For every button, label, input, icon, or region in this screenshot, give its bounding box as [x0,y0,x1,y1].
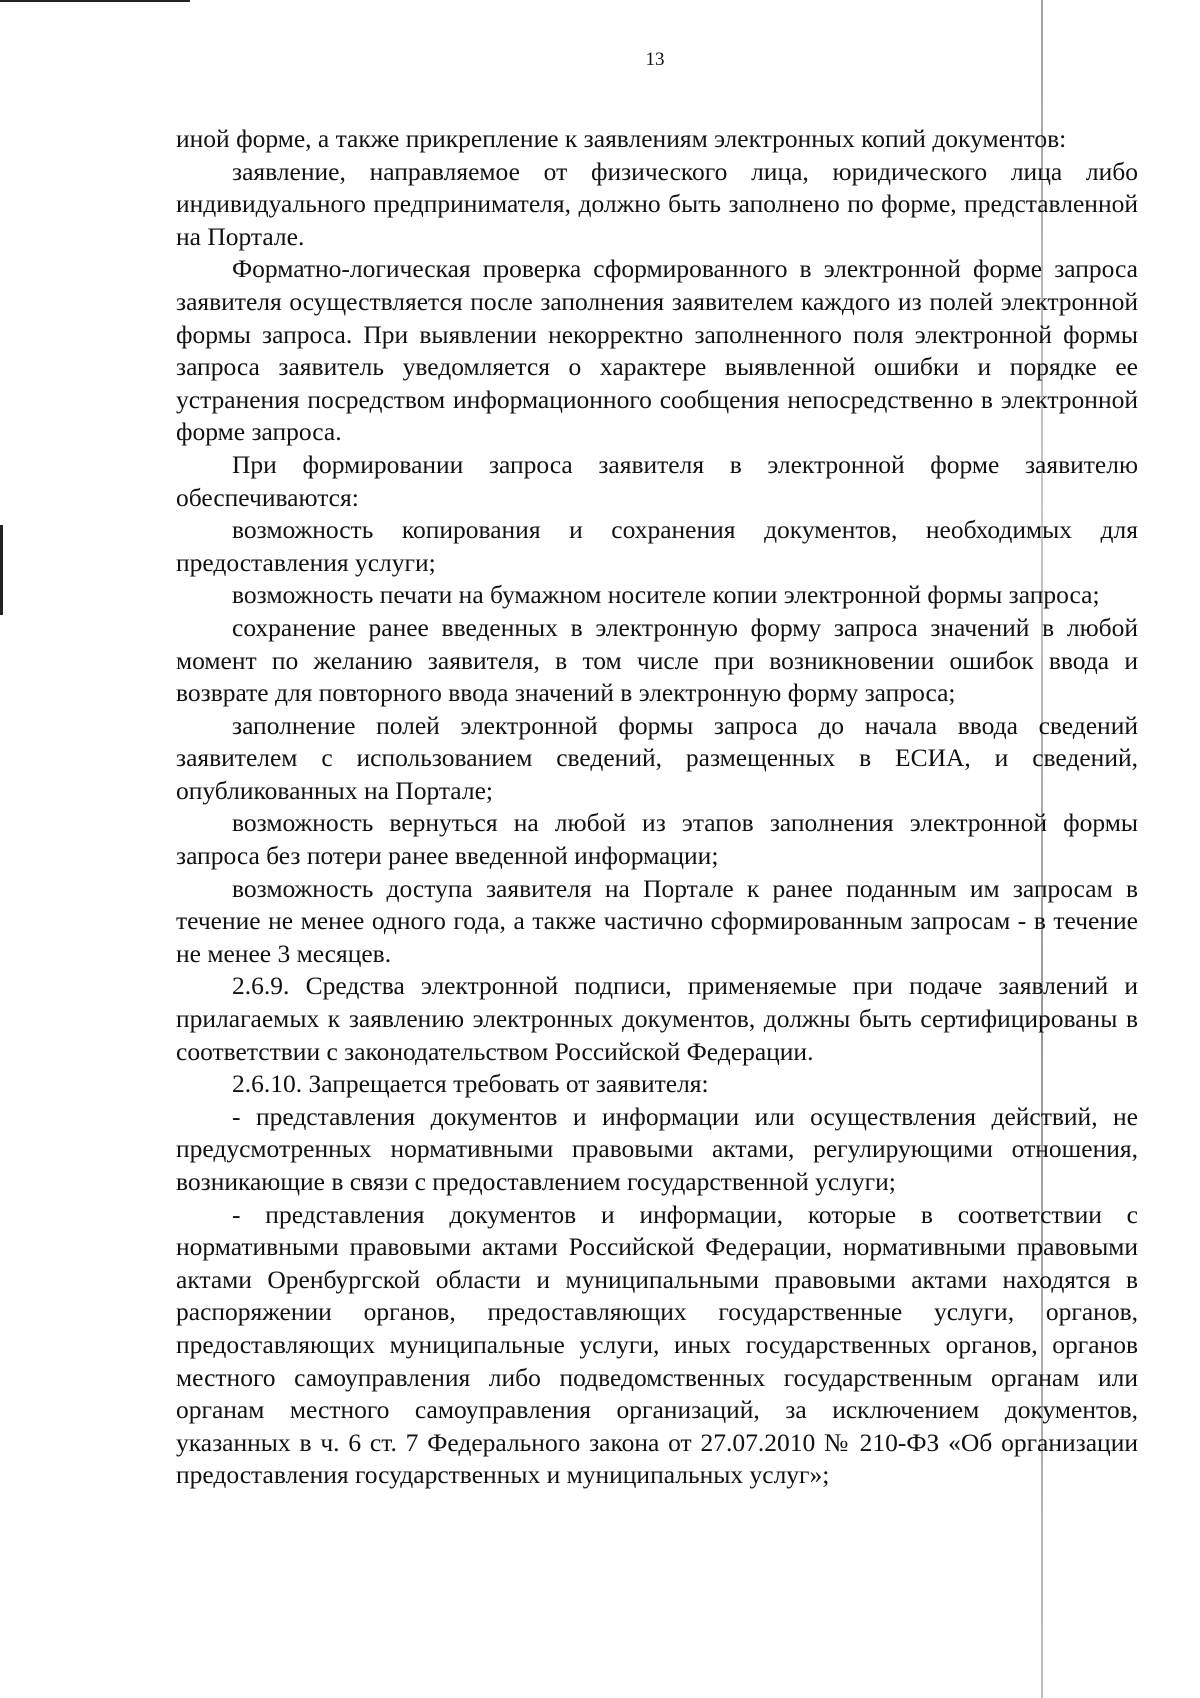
paragraph: Форматно-логическая проверка сформированного в электронной форме запроса заявителя осуществляется после заполнения заявителем каждого из полей электронной формы запроса. При выявлении некорректно заполненного поля электронной формы запроса заявитель уведомляется о характере выявленной ошибки и порядке ее устранения посредством информационного сообщения непосредственно в электронной форме запроса. [176,254,1138,447]
paragraph: заявление, направляемое от физического лица, юридического лица либо индивидуального предпринимателя, должно быть заполнено по форме, представленной на Портале. [176,156,1138,251]
scan-margin-mark [0,525,3,615]
section-2-6-10-heading: 2.6.10. Запрещается требовать от заявителя: [232,1069,709,1099]
page-number: 13 [645,49,665,70]
paragraph: возможность копирования и сохранения документов, необходимых для предоставления услуги; [176,515,1138,577]
paragraph: При формировании запроса заявителя в электронной форме заявителю обеспечиваются: [176,449,1138,512]
paragraph: сохранение ранее введенных в электронную форму запроса значений в любой момент по желанию заявителя, в том числе при возникновении ошибок ввода и возврате для повторного ввода значений в электронную форму запроса; [176,612,1138,708]
list-item: - представления документов и информации или осуществления действий, не предусмотренных нормативными правовыми актами, регулирующими отношения, возникающие в связи с предоставлением государственной услуги; [176,1101,1138,1196]
scan-edge-mark [0,0,190,2]
paragraph: возможность печати на бумажном носителе копии электронной формы запроса; [232,580,1100,610]
document-body [176,123,1138,1492]
paragraph: иной форме, а также прикрепление к заявлениям электронных копий документов: [176,124,1067,153]
paragraph: возможность доступа заявителя на Портале к ранее поданным им запросам в течение не менее одного года, а также частично сформированным запросам - в течение не менее 3 месяцев. [176,873,1138,968]
paragraph: заполнение полей электронной формы запроса до начала ввода сведений заявителем с использованием сведений, размещенных в ЕСИА, и сведений, опубликованных на Портале; [176,710,1138,805]
list-item: - представления документов и информации, которые в соответствии с нормативными правовыми актами Российской Федерации, нормативными правовыми актами Оренбургской области и муниципальными правовыми актами находятся в распоряжении органов, предоставляющих государственные услуги, органов, предоставляющих муниципальные услуги, иных государственных органов, органов местного самоуправления либо подведомственных государственным органам или органам местного самоуправления организаций, за исключением документов, указанных в ч. 6 ст. 7 Федерального закона от 27.07.2010 № 210-ФЗ «Об организации предоставления государственных и муниципальных услуг»; [176,1199,1138,1490]
paragraph: возможность вернуться на любой из этапов заполнения электронной формы запроса без потери ранее введенной информации; [176,808,1138,871]
section-2-6-9-paragraph: 2.6.9. Средства электронной подписи, применяемые при подаче заявлений и прилагаемых к заявлению электронных документов, должны быть сертифицированы в соответствии с законодательством Российской Федерации. [176,971,1138,1066]
